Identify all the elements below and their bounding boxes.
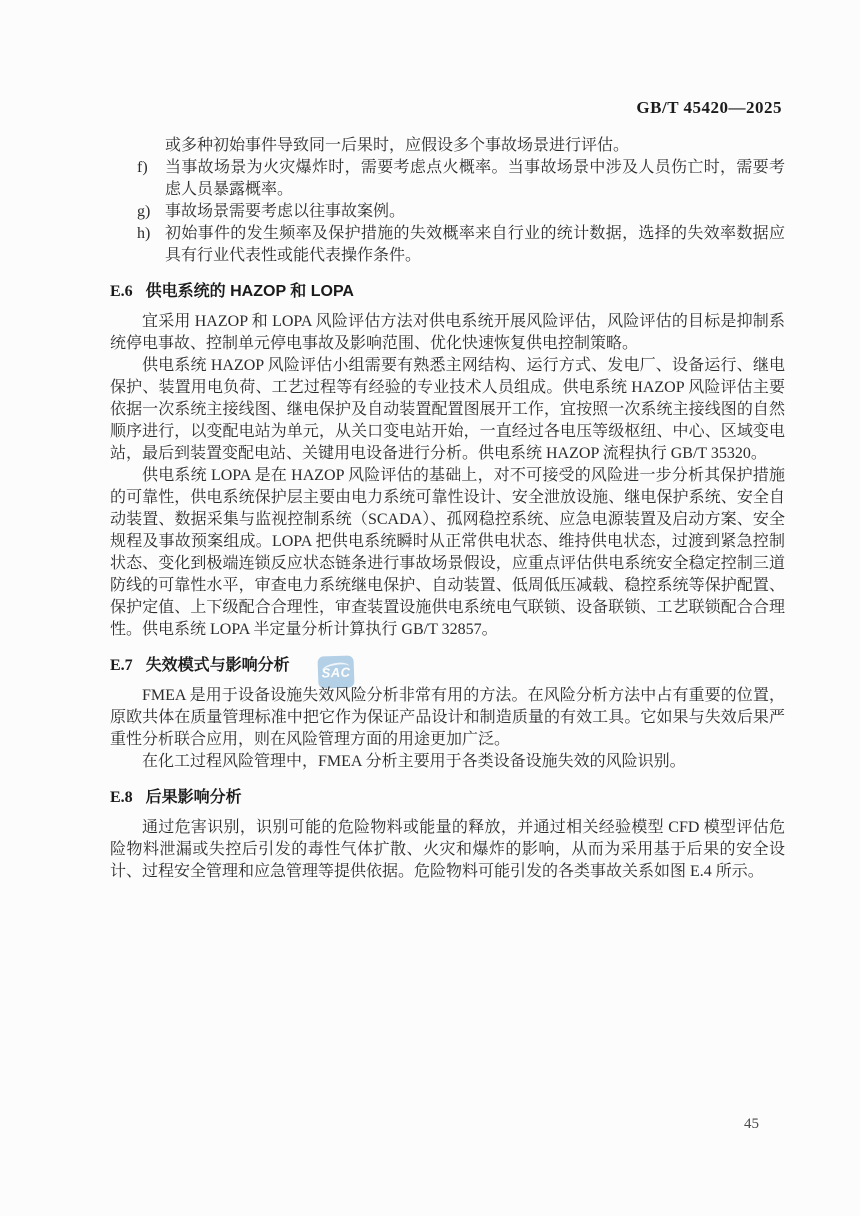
paragraph: 在化工过程风险管理中，FMEA 分析主要用于各类设备设施失效的风险识别。 xyxy=(142,753,686,770)
list-item-f xyxy=(110,157,785,201)
watermark-label: SAC xyxy=(321,663,351,681)
section-title: 供电系统的 HAZOP 和 LOPA xyxy=(145,283,354,300)
list-item-label: h) xyxy=(137,225,151,242)
section-title: 后果影响分析 xyxy=(145,789,242,806)
list-item-label: g) xyxy=(137,203,151,220)
list-item-text: 事故场景需要考虑以往事故案例。 xyxy=(165,203,406,220)
section-e8 xyxy=(110,787,785,883)
paragraph: 通过危害识别，识别可能的危险物料或能量的释放，并通过相关经验模型 CFD 模型评估危险物料泄漏或失控后引发的毒性气体扩散、火灾和爆炸的影响，从而为采用基于后果的安全设计、过程安全管理和应急管理等提供依据。危险物料可能引发的各类事故关系如图 E.4 所示。 xyxy=(110,819,785,880)
list-item-label: f) xyxy=(137,159,148,176)
section-heading-e6 xyxy=(110,281,785,303)
standard-number: GB/T 45420—2025 xyxy=(636,98,782,117)
paragraph: FMEA 是用于设备设施失效风险分析非常有用的方法。在风险分析方法中占有重要的位置，原欧共体在质量管理标准中把它作为保证产品设计和制造质量的有效工具。它如果与失效后果严重性分析联合应用，则在风险管理方面的用途更加广泛。 xyxy=(110,687,785,748)
section-title: 失效模式与影响分析 xyxy=(145,657,290,674)
section-e7 xyxy=(110,655,785,773)
list-item-text: 初始事件的发生频率及保护措施的失效概率来自行业的统计数据，选择的失效率数据应具有行业代表性或能代表操作条件。 xyxy=(165,225,785,264)
section-number: E.8 xyxy=(110,789,133,806)
paragraph: 宜采用 HAZOP 和 LOPA 风险评估方法对供电系统开展风险评估，风险评估的目标是抑制系统停电事故、控制单元停电事故及影响范围、优化快速恢复供电控制策略。 xyxy=(110,313,785,352)
section-e6 xyxy=(110,281,785,641)
list-item-g xyxy=(110,201,785,223)
section-heading-e7 xyxy=(110,655,785,677)
list-continuation-text: 或多种初始事件导致同一后果时，应假设多个事故场景进行评估。 xyxy=(165,137,630,154)
paragraph: 供电系统 HAZOP 风险评估小组需要有熟悉主网结构、运行方式、发电厂、设备运行、继电保护、装置用电负荷、工艺过程等有经验的专业技术人员组成。供电系统 HAZOP 风险评估主要依据一次系统主接线图、继电保护及自动装置配置图展开工作，宜按照一次系统主接线图的自然顺序进行，以变配电站为单元，从关口变电站开始，一直经过各电压等级枢纽、中心、区域变电站，最后到装置变配电站、关键用电设备进行分析。供电系统 HAZOP 流程执行 GB/T 35320。 xyxy=(110,357,785,462)
document-content xyxy=(110,135,785,883)
list-item-h xyxy=(110,223,785,267)
document-header xyxy=(110,98,782,118)
list-item-text: 当事故场景为火灾爆炸时，需要考虑点火概率。当事故场景中涉及人员伤亡时，需要考虑人员暴露概率。 xyxy=(165,159,785,198)
section-heading-e8 xyxy=(110,787,785,809)
page-number: 45 xyxy=(744,1116,759,1132)
section-number: E.7 xyxy=(110,657,133,674)
paragraph: 供电系统 LOPA 是在 HAZOP 风险评估的基础上，对不可接受的风险进一步分析其保护措施的可靠性，供电系统保护层主要由电力系统可靠性设计、安全泄放设施、继电保护系统、安全自动装置、数据采集与监视控制系统（SCADA）、孤网稳控系统、应急电源装置及启动方案、安全规程及事故预案组成。LOPA 把供电系统瞬时从正常供电状态、维持供电状态，过渡到紧急控制状态、变化到极端连锁反应状态链条进行事故场景假设，应重点评估供电系统安全稳定控制三道防线的可靠性水平，审查电力系统继电保护、自动装置、低周低压减载、稳控系统等保护配置、保护定值、上下级配合合理性，审查装置设施供电系统电气联锁、设备联锁、工艺联锁配合合理性。供电系统 LOPA 半定量分析计算执行 GB/T 32857。 xyxy=(110,467,785,638)
section-number: E.6 xyxy=(110,283,133,300)
